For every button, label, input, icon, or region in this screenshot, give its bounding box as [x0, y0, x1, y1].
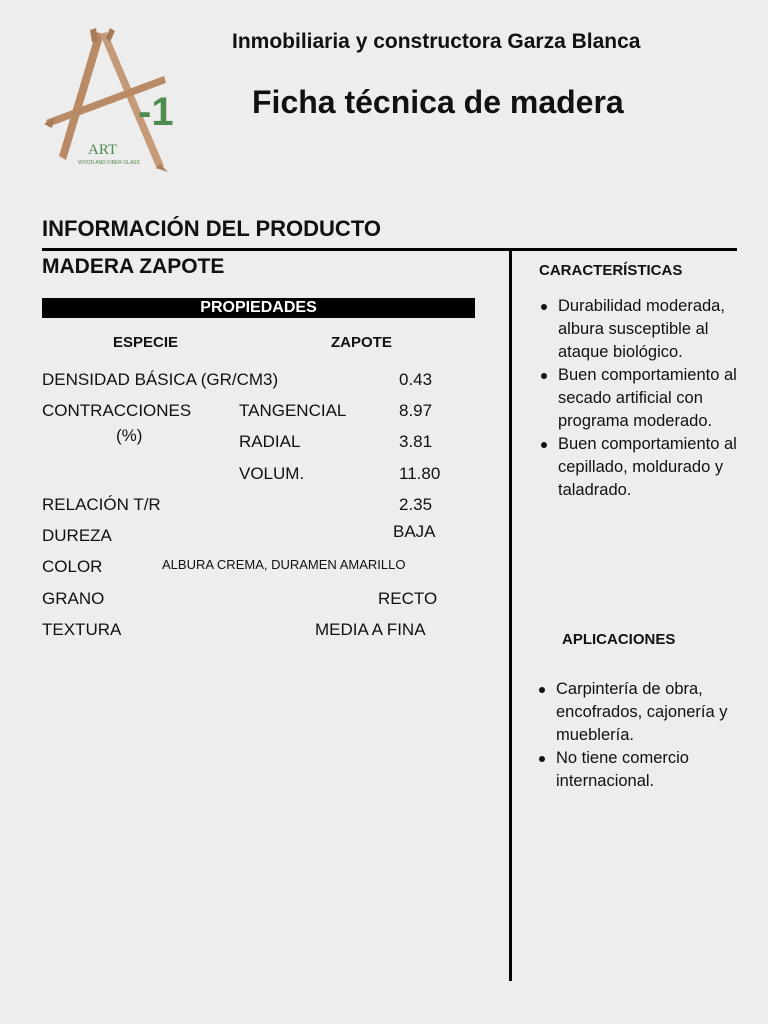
- relacion-value: 2.35: [399, 495, 433, 514]
- list-item: Carpintería de obra, encofrados, cajonería y mueblería.: [556, 678, 756, 747]
- logo-tagline: WOOD AND FIBER GLASS: [78, 160, 140, 166]
- horizontal-divider: [42, 248, 737, 251]
- section-title: INFORMACIÓN DEL PRODUCTO: [42, 216, 381, 241]
- logo-number: -1: [138, 90, 174, 134]
- textura-value: MEDIA A FINA: [315, 620, 426, 639]
- product-name: MADERA ZAPOTE: [42, 255, 225, 278]
- relacion-label: RELACIÓN T/R: [42, 495, 161, 514]
- contracciones-unit: (%): [116, 426, 143, 445]
- list-item: Buen comportamiento al cepillado, moldurado y taladrado.: [558, 433, 758, 502]
- volum-value: 11.80: [399, 464, 441, 483]
- list-item: Durabilidad moderada, albura susceptible al ataque biológico.: [558, 295, 758, 364]
- list-item: Buen comportamiento al secado artificial con programa moderado.: [558, 364, 758, 433]
- densidad-label: DENSIDAD BÁSICA (GR/CM3): [42, 370, 279, 389]
- vertical-divider: [509, 251, 512, 981]
- grano-value: RECTO: [378, 589, 438, 608]
- aplicaciones-title: APLICACIONES: [562, 631, 676, 648]
- radial-label: RADIAL: [239, 432, 301, 451]
- list-item: No tiene comercio internacional.: [556, 747, 756, 793]
- page-title: Ficha técnica de madera: [252, 84, 624, 120]
- properties-header-bar: PROPIEDADES: [42, 298, 475, 318]
- caracteristicas-title: CARACTERÍSTICAS: [539, 262, 683, 279]
- color-value: ALBURA CREMA, DURAMEN AMARILLO: [162, 557, 406, 572]
- densidad-value: 0.43: [399, 370, 433, 389]
- volum-label: VOLUM.: [239, 464, 305, 483]
- caracteristicas-list: [538, 295, 758, 502]
- grano-label: GRANO: [42, 589, 105, 608]
- column-header-especie: ESPECIE: [113, 334, 179, 351]
- tangencial-label: TANGENCIAL: [239, 401, 347, 420]
- textura-label: TEXTURA: [42, 620, 122, 639]
- company-name: Inmobiliaria y constructora Garza Blanca: [232, 30, 641, 53]
- dureza-value: BAJA: [393, 522, 436, 541]
- color-label: COLOR: [42, 557, 103, 576]
- aplicaciones-list: [536, 678, 756, 793]
- company-logo: [40, 28, 180, 173]
- contracciones-label: CONTRACCIONES: [42, 401, 192, 420]
- radial-value: 3.81: [399, 432, 433, 451]
- column-header-zapote: ZAPOTE: [331, 334, 392, 351]
- logo-text: ART: [88, 142, 118, 158]
- dureza-label: DUREZA: [42, 526, 112, 545]
- tangencial-value: 8.97: [399, 401, 433, 420]
